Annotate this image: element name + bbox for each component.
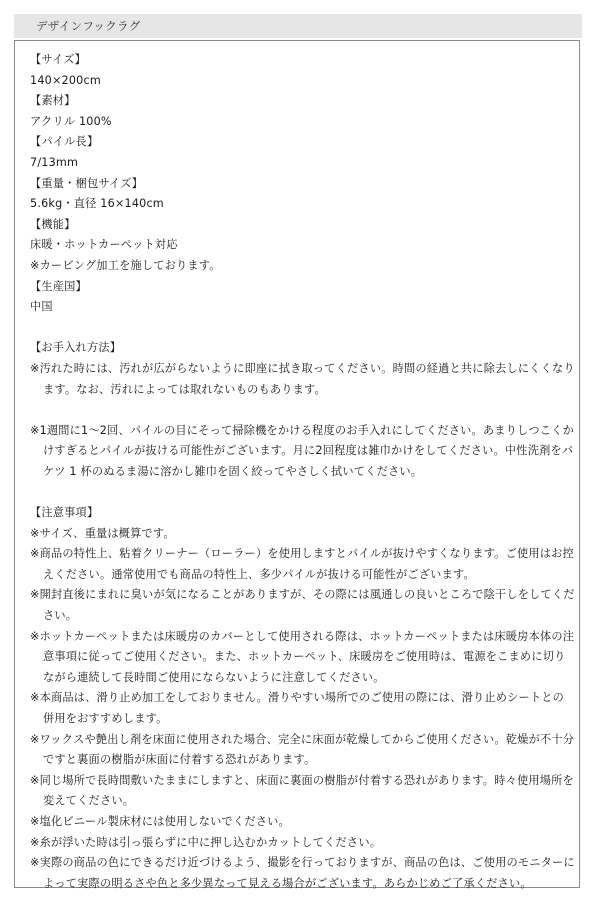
header-bar <box>14 14 582 38</box>
caution-note: ※開封直後にまれに臭いが気になることがありますが、その際には風通しの良いところで陰干しをしてください。 <box>30 588 575 623</box>
size-label: 【サイズ】 <box>30 53 87 66</box>
care-note: ※1週間に1～2回、パイルの目にそって掃除機をかける程度のお手入れにしてください。あまりしつこくかけすぎるとパイルが抜ける可能性がございます。月に2回程度は雑巾かけをしてください。中性洗剤をバケツ 1 杯のぬるま湯に溶かし雑巾を固く絞ってやさしく拭いてください。 <box>30 423 574 478</box>
spacer <box>30 400 575 421</box>
pile-length-value: 7/13mm <box>30 155 79 169</box>
care-heading: 【お手入れ方法】 <box>30 341 122 355</box>
caution-note: ※実際の商品の色にできるだけ近づけるよう、撮影を行っておりますが、商品の色は、ご使用のモニターによって実際の明るさや色と多少異なって見える場合がございます。あらかじめご了承ください。 <box>30 856 575 890</box>
material-value: アクリル 100% <box>30 114 112 128</box>
caution-note: ※商品の特性上、粘着クリーナー（ローラー）を使用しますとパイルが抜けやすくなります。ご使用はお控えください。通常使用でも商品の特性上、多少パイルが抜ける可能性がございます。 <box>30 547 574 581</box>
caution-note: ※サイズ、重量は概算です。 <box>30 526 175 540</box>
caution-note: ※ワックスや艶出し剤を床面に使用された場合、完全に床面が乾燥してからご使用ください。乾燥が不十分ですと裏面の樹脂が床面に付着する恐れがあります。 <box>30 732 575 767</box>
origin-value: 中国 <box>30 300 53 314</box>
weight-label: 【重量・梱包サイズ】 <box>30 176 143 190</box>
spacer <box>30 318 575 339</box>
size-value: 140×200cm <box>30 73 101 87</box>
origin-label: 【生産国】 <box>30 279 87 293</box>
caution-heading: 【注意事項】 <box>30 506 99 520</box>
material-label: 【素材】 <box>30 94 76 108</box>
spacer <box>30 482 575 503</box>
caution-note: ※糸が浮いた時は引っ張らずに中に押し込むかカットしてください。 <box>30 835 382 849</box>
function-label: 【機能】 <box>30 217 76 231</box>
function-note: ※カービング加工を施しております。 <box>30 258 221 272</box>
weight-value: 5.6kg・直径 16×140cm <box>30 197 164 211</box>
function-value: 床暖・ホットカーペット対応 <box>30 238 178 252</box>
page-title: デザインフックラグ <box>36 19 141 33</box>
caution-note: ※本商品は、滑り止め加工をしておりません。滑りやすい場所でのご使用の際には、滑り止めシートとの併用をおすすめします。 <box>30 691 565 725</box>
caution-note: ※ホットカーペットまたは床暖房のカバーとして使用される際は、ホットカーペットまたは床暖房本体の注意事項に従ってご使用ください。また、ホットカーペット、床暖房をご使用時は、電源をこまめに切りながら連続して長時間ご使用にならないように注意してください。 <box>30 629 575 684</box>
caution-note: ※塩化ビニール製床材には使用しないでください。 <box>30 814 290 828</box>
caution-note: ※同じ場所で長時間敷いたままにしますと、床面に裏面の樹脂が付着する恐れがあります。時々使用場所を変えてください。 <box>30 773 574 808</box>
care-note: ※汚れた時には、汚れが広がらないように即座に拭き取ってください。時間の経過と共に除去しにくくなります。なお、汚れによっては取れないものもあります。 <box>30 361 575 396</box>
pile-length-label: 【パイル長】 <box>30 135 99 149</box>
product-details <box>30 50 575 894</box>
